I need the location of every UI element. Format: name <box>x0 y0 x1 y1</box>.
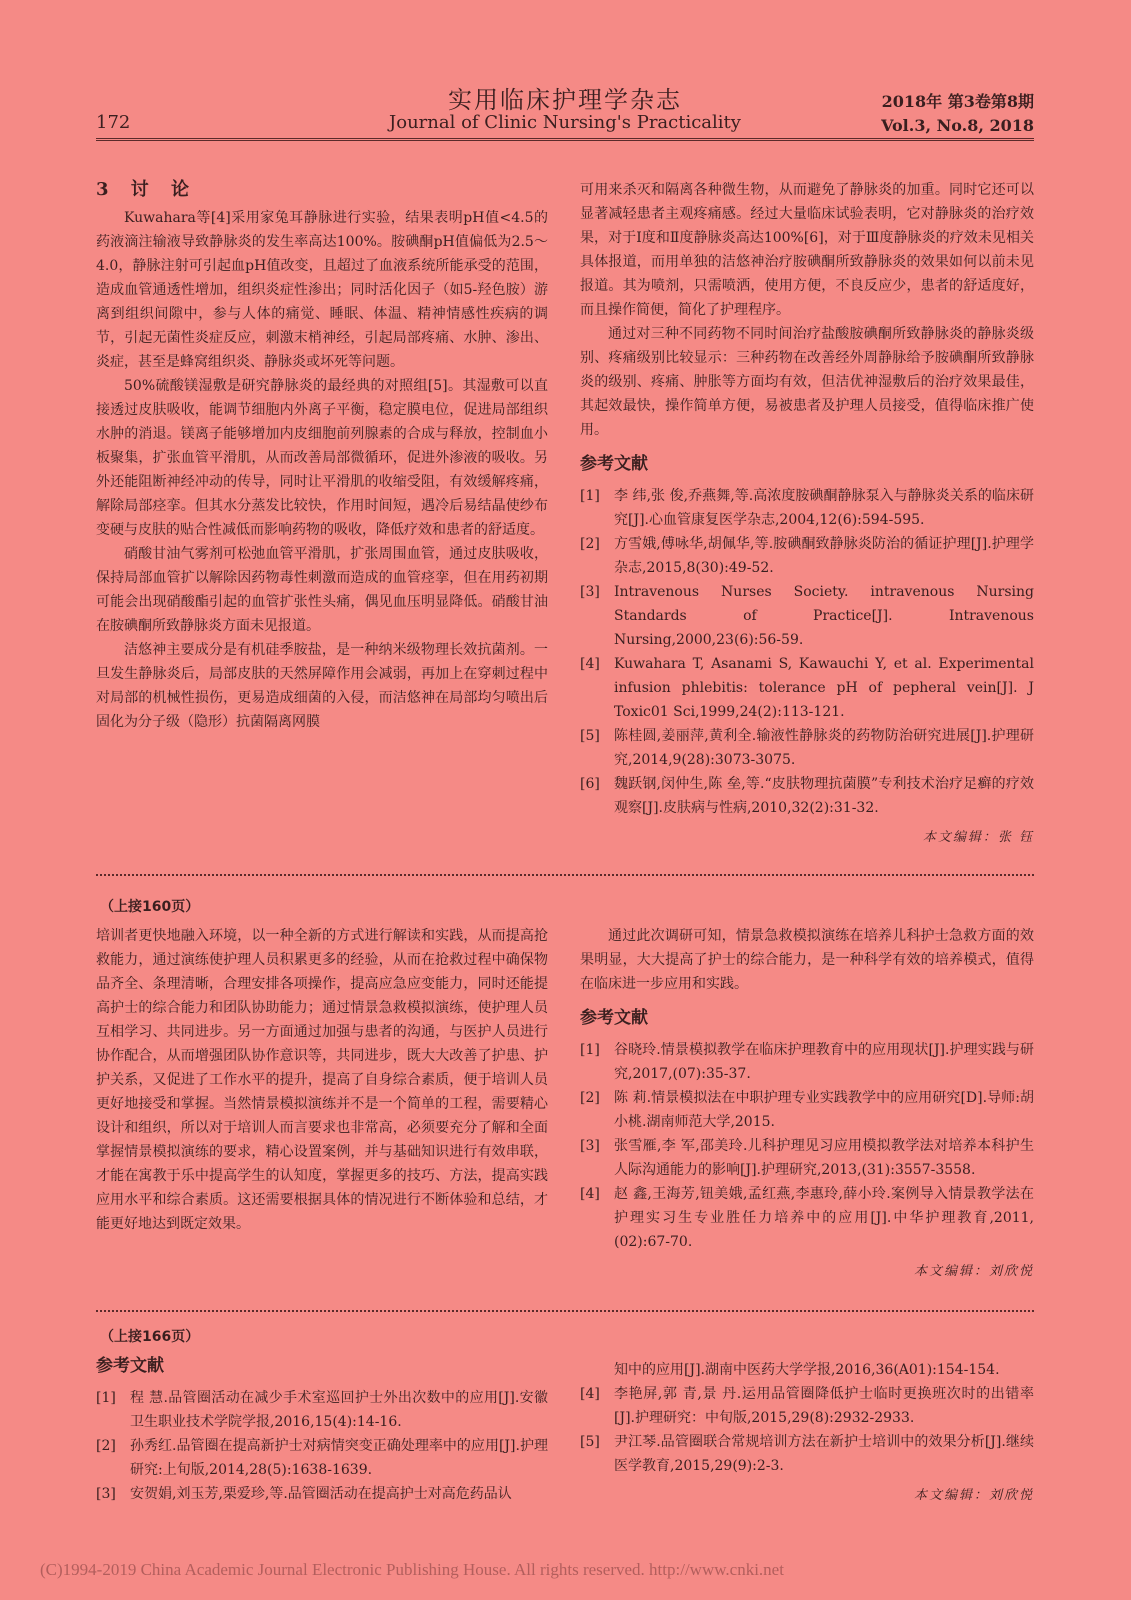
reference-text: 赵 鑫,王海芳,钮美娥,孟红燕,李惠玲,薛小玲.案例导入情景教学法在护理实习生专业胜任力培养中的应用[J].中华护理教育,2011,(02):67-70. <box>614 1186 1034 1250</box>
references-heading: 参考文献 <box>96 1356 164 1376</box>
reference-number: [1] <box>580 1042 600 1058</box>
page-header <box>96 76 1034 136</box>
reference-number: [3] <box>580 584 600 600</box>
section-divider <box>96 874 1034 876</box>
section3-left-column <box>96 1352 548 1506</box>
copyright-footer: (C)1994-2019 China Academic Journal Electronic Publishing House. All rights reserved. http://www.cnki.net <box>40 1560 784 1579</box>
reference-text: 孙秀红.品管圈在提高新护士对病情突变正确处理率中的应用[J].护理研究:上旬版,2014,28(5):1638-1639. <box>130 1438 548 1478</box>
section2-right-column <box>580 924 1034 1284</box>
reference-text: 魏跃钢,闵仲生,陈 垒,等.“皮肤物理抗菌膜”专利技术治疗足癣的疗效观察[J].皮肤病与性病,2010,32(2):31-32. <box>614 776 1034 816</box>
references-heading: 参考文献 <box>580 1008 648 1028</box>
issue-cn: 2018年 第3卷第8期 <box>881 92 1034 111</box>
reference-item <box>580 1358 1034 1382</box>
reference-item <box>580 724 1034 772</box>
header-rule <box>96 138 1034 141</box>
reference-number: [6] <box>580 776 600 792</box>
reference-item <box>580 580 1034 652</box>
reference-number: [2] <box>96 1438 116 1454</box>
reference-text: 陈 莉.情景模拟法在中职护理专业实践教学中的应用研究[D].导师:胡小桃.湖南师范大学,2015. <box>614 1090 1034 1130</box>
reference-number: [1] <box>580 488 600 504</box>
paragraph: 50%硫酸镁湿敷是研究静脉炎的最经典的对照组[5]。其湿敷可以直接透过皮肤吸收，能调节细胞内外离子平衡，稳定膜电位，促进局部组织水肿的消退。镁离子能够增加内皮细胞前列腺素的合成与释放，控制血小板聚集，扩张血管平滑肌，从而改善局部微循环，促进外渗液的吸收。另外还能阻断神经冲动的传导，同时让平滑肌的收缩受阻，有效缓解疼痛，解除局部痉挛。但其水分蒸发比较快，作用时间短，遇冷后易结晶使纱布变硬与皮肤的贴合性减低而影响药物的吸收，降低疗效和患者的舒适度。 <box>96 378 548 538</box>
reference-text: 张雪雁,李 军,邵美玲.儿科护理见习应用模拟教学法对培养本科护生人际沟通能力的影响[J].护理研究,2013,(31):3557-3558. <box>614 1138 1034 1178</box>
reference-text: Intravenous Nurses Society. intravenous Nursing Standards of Practice[J]. Intravenous Nursing,2000,23(6):56-59. <box>614 584 1034 648</box>
reference-number: [5] <box>580 1434 600 1450</box>
section-divider <box>96 1310 1034 1312</box>
reference-item <box>580 1382 1034 1430</box>
reference-number: [3] <box>96 1486 116 1502</box>
reference-item <box>580 652 1034 724</box>
section2-left-column <box>96 924 548 1236</box>
reference-item <box>580 1134 1034 1182</box>
reference-text: 知中的应用[J].湖南中医药大学学报,2016,36(A01):154-154. <box>614 1362 1000 1378</box>
references-heading: 参考文献 <box>580 454 648 474</box>
reference-item <box>580 532 1034 580</box>
reference-number <box>580 1358 614 1382</box>
paragraph: 可用来杀灭和隔离各种微生物，从而避免了静脉炎的加重。同时它还可以显著减轻患者主观疼痛感。经过大量临床试验表明，它对静脉炎的治疗效果，对于Ⅰ度和Ⅱ度静脉炎高达100%[6]，对于Ⅲ度静脉炎的疗效未见相关具体报道，而用单独的洁悠神治疗胺碘酮所致静脉炎的效果如何以前未见报道。其为喷剂，只需喷洒，使用方便，不良反应少，患者的舒适度好，而且操作简便，简化了护理程序。 <box>580 182 1034 318</box>
reference-text: 方雪娥,傅咏华,胡佩华,等.胺碘酮致静脉炎防治的循证护理[J].护理学杂志,2015,8(30):49-52. <box>614 536 1034 576</box>
reference-text: Kuwahara T, Asanami S, Kawauchi Y, et al. Experimental infusion phlebitis: tolerance pH of pepheral vein[J]. J Toxic01 Sci,1999,24(2):113-121. <box>614 656 1034 720</box>
reference-item <box>580 772 1034 820</box>
reference-text: 李艳屏,郭 青,景 丹.运用品管圈降低护士临时更换班次时的出错率[J].护理研究：中旬版,2015,29(8):2932-2933. <box>614 1386 1034 1426</box>
reference-number: [2] <box>580 1090 600 1106</box>
paragraph: 培训者更快地融入环境，以一种全新的方式进行解读和实践，从而提高抢救能力，通过演练使护理人员积累更多的经验，从而在抢救过程中确保物品齐全、条理清晰，合理安排各项操作，提高应急应变能力，同时还能提高护士的综合能力和团队协助能力；通过情景急救模拟演练，使护理人员互相学习、共同进步。另一方面通过加强与患者的沟通，与医护人员进行协作配合，从而增强团队协作意识等，共同进步，既大大改善了护患、护护关系，又促进了工作水平的提升，提高了自身综合素质，便于培训人员更好地接受和掌握。当然情景模拟演练并不是一个简单的工程，需要精心设计和组织，所以对于培训人而言要求也非常高，必须要充分了解和全面掌握情景模拟演练的要求，精心设置案例，并与基础知识进行有效串联，才能在寓教于乐中提高学生的认知度，掌握更多的技巧、方法，提高实践应用水平和综合素质。这还需要根据具体的情况进行不断体验和总结，才能更好地达到既定效果。 <box>96 928 548 1232</box>
journal-title-en: Journal of Clinic Nursing's Practicality <box>389 112 741 133</box>
reference-number: [4] <box>580 656 600 672</box>
page-number: 172 <box>96 112 131 133</box>
reference-number: [5] <box>580 728 600 744</box>
reference-number: [4] <box>580 1386 600 1402</box>
paragraph: Kuwahara等[4]采用家兔耳静脉进行实验，结果表明pH值<4.5的药液滴注输液导致静脉炎的发生率高达100%。胺碘酮pH值偏低为2.5～4.0，静脉注射可引起血pH值改变，且超过了血液系统所能承受的范围，造成血管通透性增加，组织炎症性渗出；同时活化因子（如5-羟色胺）游离到组织间隙中，参与人体的痛觉、睡眠、体温、精神情感性疾病的调节，引起无菌性炎症反应，刺激末梢神经，引起局部疼痛、水肿、渗出、炎症，甚至是蜂窝组织炎、静脉炎或坏死等问题。 <box>96 210 548 370</box>
reference-number: [1] <box>96 1390 116 1406</box>
reference-item <box>96 1386 548 1434</box>
reference-text: 安贺娟,刘玉芳,栗爱珍,等.品管圈活动在提高护士对高危药品认 <box>130 1486 512 1502</box>
reference-text: 谷晓玲.情景模拟教学在临床护理教育中的应用现状[J].护理实践与研究,2017,(07):35-37. <box>614 1042 1034 1082</box>
reference-item <box>580 1038 1034 1086</box>
reference-item <box>580 1086 1034 1134</box>
section3-right-column <box>580 1358 1034 1508</box>
section1-left-column <box>96 178 548 734</box>
journal-title-cn: 实用临床护理学杂志 <box>448 86 682 114</box>
issue-info <box>881 90 1034 138</box>
reference-number: [3] <box>580 1138 600 1154</box>
reference-item <box>580 1430 1034 1478</box>
reference-text: 李 纬,张 俊,乔燕舞,等.高浓度胺碘酮静脉泵入与静脉炎关系的临床研究[J].心血管康复医学杂志,2004,12(6):594-595. <box>614 488 1034 528</box>
reference-item <box>580 484 1034 532</box>
paragraph: 通过此次调研可知，情景急救模拟演练在培养儿科护士急救方面的效果明显，大大提高了护士的综合能力，是一种科学有效的培养模式，值得在临床进一步应用和实践。 <box>580 928 1034 992</box>
reference-number: [2] <box>580 536 600 552</box>
paragraph: 洁悠神主要成分是有机硅季胺盐，是一种纳米级物理长效抗菌剂。一旦发生静脉炎后，局部皮肤的天然屏障作用会减弱，再加上在穿刺过程中对局部的机械性损伤，更易造成细菌的入侵，而洁悠神在局部均匀喷出后固化为分子级（隐形）抗菌隔离网膜 <box>96 642 548 730</box>
section-heading-discussion: 3 讨 论 <box>96 179 198 200</box>
reference-text: 尹江琴.品管圈联合常规培训方法在新护士培训中的效果分析[J].继续医学教育,2015,29(9):2-3. <box>614 1434 1034 1474</box>
editor-credit: 本文编辑：刘欣悦 <box>913 1264 1034 1279</box>
reference-number: [4] <box>580 1186 600 1202</box>
editor-credit: 本文编辑：张 钰 <box>922 830 1034 845</box>
paragraph: 通过对三种不同药物不同时间治疗盐酸胺碘酮所致静脉炎的静脉炎级别、疼痛级别比较显示：三种药物在改善经外周静脉给予胺碘酮所致静脉炎的级别、疼痛、肿胀等方面均有效，但洁优神湿敷后的治疗效果最佳，其起效最快，操作简单方便，易被患者及护理人员接受，值得临床推广使用。 <box>580 326 1034 438</box>
editor-credit: 本文编辑：刘欣悦 <box>913 1488 1034 1503</box>
reference-item <box>96 1434 548 1482</box>
reference-item <box>96 1482 548 1506</box>
reference-text: 程 慧.品管圈活动在减少手术室巡回护士外出次数中的应用[J].安徽卫生职业技术学院学报,2016,15(4):14-16. <box>130 1390 548 1430</box>
reference-text: 陈桂圆,姜丽萍,黄利全.输液性静脉炎的药物防治研究进展[J].护理研究,2014,9(28):3073-3075. <box>614 728 1034 768</box>
section1-right-column <box>580 178 1034 850</box>
reference-item <box>580 1182 1034 1254</box>
issue-en: Vol.3, No.8, 2018 <box>881 116 1034 135</box>
continued-from-label: （上接166页） <box>100 1329 200 1345</box>
continued-from-label: （上接160页） <box>100 899 200 915</box>
paragraph: 硝酸甘油气雾剂可松弛血管平滑肌，扩张周围血管，通过皮肤吸收，保持局部血管扩以解除因药物毒性刺激而造成的血管痉挛，但在用药初期可能会出现硝酸酯引起的血管扩张性头痛，偶见血压明显降低。硝酸甘油在胺碘酮所致静脉炎方面未见报道。 <box>96 546 548 634</box>
